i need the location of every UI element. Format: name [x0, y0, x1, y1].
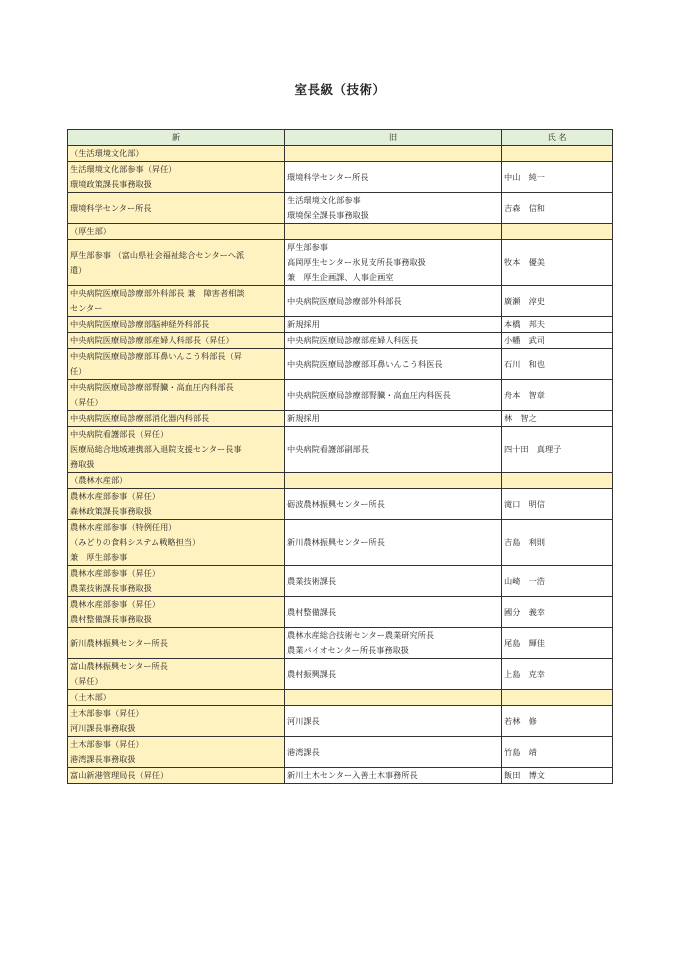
old-position-cell	[285, 597, 502, 628]
table-row	[68, 768, 613, 784]
person-name-cell: 中山 純一	[502, 162, 613, 193]
new-position-cell-line: （昇任）	[70, 397, 103, 407]
section-empty-cell	[285, 473, 502, 489]
section-label: （厚生部）	[68, 224, 285, 240]
table-row	[68, 628, 613, 659]
section-empty-cell	[502, 146, 613, 162]
new-position-cell-line: 中央病院医療局診療部消化器内科部長	[70, 413, 210, 423]
old-position-cell-line: 新規採用	[287, 413, 320, 423]
old-position-cell-line: 農業バイオセンター所長事務取扱	[287, 645, 409, 655]
person-name-cell: 飯田 博文	[502, 768, 613, 784]
old-position-cell	[285, 737, 502, 768]
old-position-cell-line: 環境保全課長事務取扱	[287, 210, 369, 220]
table-row	[68, 349, 613, 380]
section-empty-cell	[285, 690, 502, 706]
old-position-cell	[285, 628, 502, 659]
table-row	[68, 162, 613, 193]
new-position-cell-line: 中央病院医療局診療部外科部長 兼 障害者相談	[70, 288, 245, 298]
table-row	[68, 286, 613, 317]
old-position-cell-line: 新川土木センター入善土木事務所長	[287, 770, 418, 780]
old-position-cell-line: 新規採用	[287, 319, 320, 329]
old-position-cell-line: 中央病院医療局診療部産婦人科医長	[287, 335, 419, 345]
new-position-cell-line: 医療局総合地域連携部入退院支援センター長事	[70, 444, 242, 454]
table-row	[68, 597, 613, 628]
person-name-cell: 小幡 武司	[502, 333, 613, 349]
new-position-cell	[68, 349, 285, 380]
personnel-table	[67, 129, 613, 784]
header-old: 旧	[285, 130, 502, 146]
person-name-cell: 牧本 優美	[502, 240, 613, 286]
old-position-cell	[285, 489, 502, 520]
table-row	[68, 706, 613, 737]
old-position-cell-line: 農村整備課長	[287, 606, 337, 617]
old-position-cell	[285, 706, 502, 737]
table-row	[68, 737, 613, 768]
new-position-cell-line: 中央病院医療局診療部耳鼻いんこう科部長（昇	[70, 351, 242, 361]
new-position-cell	[68, 659, 285, 690]
person-name-cell: 吉島 利則	[502, 520, 613, 566]
old-position-cell-line: 厚生部参事	[287, 242, 328, 252]
old-position-cell	[285, 317, 502, 333]
section-row	[68, 146, 613, 162]
person-name-cell: 竹島 靖	[502, 737, 613, 768]
table-row	[68, 489, 613, 520]
old-position-cell	[285, 333, 502, 349]
person-name-cell: 舟本 智章	[502, 380, 613, 411]
person-name-cell: 廣瀬 淳史	[502, 286, 613, 317]
old-position-cell-line: 農業技術課長	[287, 575, 337, 586]
old-position-cell	[285, 520, 502, 566]
new-position-cell-line: 河川課長事務取扱	[70, 723, 136, 733]
person-name-cell: 滝口 明信	[502, 489, 613, 520]
new-position-cell-line: 農林水産部参事（昇任）	[70, 599, 161, 609]
new-position-cell-line: 土木部参事（昇任）	[70, 739, 144, 749]
table-row	[68, 380, 613, 411]
new-position-cell-line: 兼 厚生部参事	[70, 552, 128, 562]
old-position-cell-line: 新川農林振興センター所長	[287, 537, 385, 547]
new-position-cell-line: 務取扱	[70, 459, 95, 469]
old-position-cell-line: 河川課長	[287, 715, 320, 726]
old-position-cell-line: 高岡厚生センター氷見支所長事務取扱	[287, 257, 426, 267]
old-position-cell-line: 農林水産総合技術センター農業研究所長	[287, 630, 435, 640]
new-position-cell-line: 新川農林振興センター所長	[70, 637, 168, 648]
new-position-cell-line: 中央病院医療局診療部産婦人科部長（昇任）	[70, 335, 234, 345]
new-position-cell-line: 農林水産部参事（昇任）	[70, 568, 161, 578]
section-label: （農林水産部）	[68, 473, 285, 489]
old-position-cell-line: 中央病院医療局診療部腎臓・高血圧内科医長	[287, 389, 451, 400]
section-row	[68, 473, 613, 489]
old-position-cell-line: 環境科学センター所長	[287, 171, 369, 182]
old-position-cell	[285, 768, 502, 784]
table-row	[68, 427, 613, 473]
old-position-cell	[285, 162, 502, 193]
old-position-cell-line: 生活環境文化部参事	[287, 195, 361, 205]
old-position-cell-line: 中央病院医療局診療部外科部長	[287, 295, 402, 306]
section-row	[68, 224, 613, 240]
new-position-cell	[68, 489, 285, 520]
new-position-cell	[68, 427, 285, 473]
table-row	[68, 240, 613, 286]
new-position-cell-line: 農林水産部参事（特例任用）	[70, 522, 177, 532]
new-position-cell-line: 中央病院医療局診療部腎臓・高血圧内科部長	[70, 382, 234, 392]
old-position-cell	[285, 349, 502, 380]
old-position-cell	[285, 240, 502, 286]
new-position-cell-line: 中央病院看護部長（昇任）	[70, 429, 169, 439]
table-row	[68, 659, 613, 690]
old-position-cell	[285, 286, 502, 317]
new-position-cell-line: 生活環境文化部参事（昇任）	[70, 164, 177, 174]
old-position-cell	[285, 380, 502, 411]
old-position-cell-line: 砺波農林振興センター所長	[287, 498, 385, 509]
new-position-cell-line: 農林水産部参事（昇任）	[70, 491, 161, 501]
new-position-cell-line: 任）	[70, 366, 87, 376]
section-empty-cell	[285, 146, 502, 162]
new-position-cell	[68, 193, 285, 224]
new-position-cell	[68, 768, 285, 784]
new-position-cell-line: 森林政策課長事務取扱	[70, 506, 152, 516]
person-name-cell: 四十田 真理子	[502, 427, 613, 473]
new-position-cell	[68, 240, 285, 286]
section-empty-cell	[502, 224, 613, 240]
new-position-cell-line: （みどりの食料システム戦略担当）	[70, 537, 201, 547]
new-position-cell	[68, 380, 285, 411]
new-position-cell	[68, 520, 285, 566]
person-name-cell: 本橋 邦夫	[502, 317, 613, 333]
new-position-cell-line: 環境政策課長事務取扱	[70, 179, 152, 189]
old-position-cell	[285, 411, 502, 427]
section-empty-cell	[502, 473, 613, 489]
person-name-cell: 山崎 一浩	[502, 566, 613, 597]
new-position-cell	[68, 737, 285, 768]
table-body	[68, 146, 613, 784]
section-label: （生活環境文化部）	[68, 146, 285, 162]
header-row	[68, 130, 613, 146]
old-position-cell	[285, 566, 502, 597]
new-position-cell-line: 厚生部参事 （富山県社会福祉総合センターへ派	[70, 249, 245, 260]
new-position-cell	[68, 628, 285, 659]
table-row	[68, 317, 613, 333]
person-name-cell: 林 智之	[502, 411, 613, 427]
new-position-cell-line: 環境科学センター所長	[70, 202, 152, 213]
old-position-cell-line: 農村振興課長	[287, 668, 337, 679]
new-position-cell	[68, 317, 285, 333]
table-row	[68, 193, 613, 224]
new-position-cell-line: 港湾課長事務取扱	[70, 754, 136, 764]
person-name-cell: 若林 修	[502, 706, 613, 737]
new-position-cell-line: 中央病院医療局診療部脳神経外科部長	[70, 319, 210, 329]
new-position-cell-line: 農村整備課長事務取扱	[70, 614, 152, 624]
section-empty-cell	[285, 224, 502, 240]
new-position-cell-line: 農業技術課長事務取扱	[70, 583, 152, 593]
section-empty-cell	[502, 690, 613, 706]
new-position-cell	[68, 706, 285, 737]
person-name-cell: 國分 義幸	[502, 597, 613, 628]
new-position-cell	[68, 333, 285, 349]
new-position-cell	[68, 286, 285, 317]
person-name-cell: 尾島 輝佳	[502, 628, 613, 659]
old-position-cell	[285, 659, 502, 690]
table-row	[68, 520, 613, 566]
new-position-cell	[68, 411, 285, 427]
page-title: 室長級（技術）	[294, 82, 386, 97]
new-position-cell	[68, 162, 285, 193]
new-position-cell-line: センター	[70, 303, 103, 313]
new-position-cell-line: （昇任）	[70, 676, 103, 686]
old-position-cell	[285, 427, 502, 473]
header-new: 新	[68, 130, 285, 146]
new-position-cell-line: 土木部参事（昇任）	[70, 708, 144, 718]
person-name-cell: 吉森 信和	[502, 193, 613, 224]
new-position-cell-line: 富山新港管理局長（昇任）	[70, 770, 169, 780]
table-row	[68, 566, 613, 597]
table-row	[68, 333, 613, 349]
old-position-cell-line: 港湾課長	[287, 746, 320, 757]
person-name-cell: 石川 和也	[502, 349, 613, 380]
section-row	[68, 690, 613, 706]
old-position-cell-line: 中央病院医療局診療部耳鼻いんこう科医長	[287, 358, 443, 369]
section-label: （土木部）	[68, 690, 285, 706]
old-position-cell-line: 中央病院看護部副部長	[287, 444, 369, 454]
new-position-cell-line: 遣）	[70, 264, 87, 275]
new-position-cell-line: 富山農林振興センター所長	[70, 661, 168, 671]
new-position-cell	[68, 597, 285, 628]
person-name-cell: 上島 克幸	[502, 659, 613, 690]
table-row	[68, 411, 613, 427]
header-name: 氏 名	[502, 130, 613, 146]
old-position-cell	[285, 193, 502, 224]
old-position-cell-line: 兼 厚生企画課、人事企画室	[287, 272, 394, 282]
new-position-cell	[68, 566, 285, 597]
